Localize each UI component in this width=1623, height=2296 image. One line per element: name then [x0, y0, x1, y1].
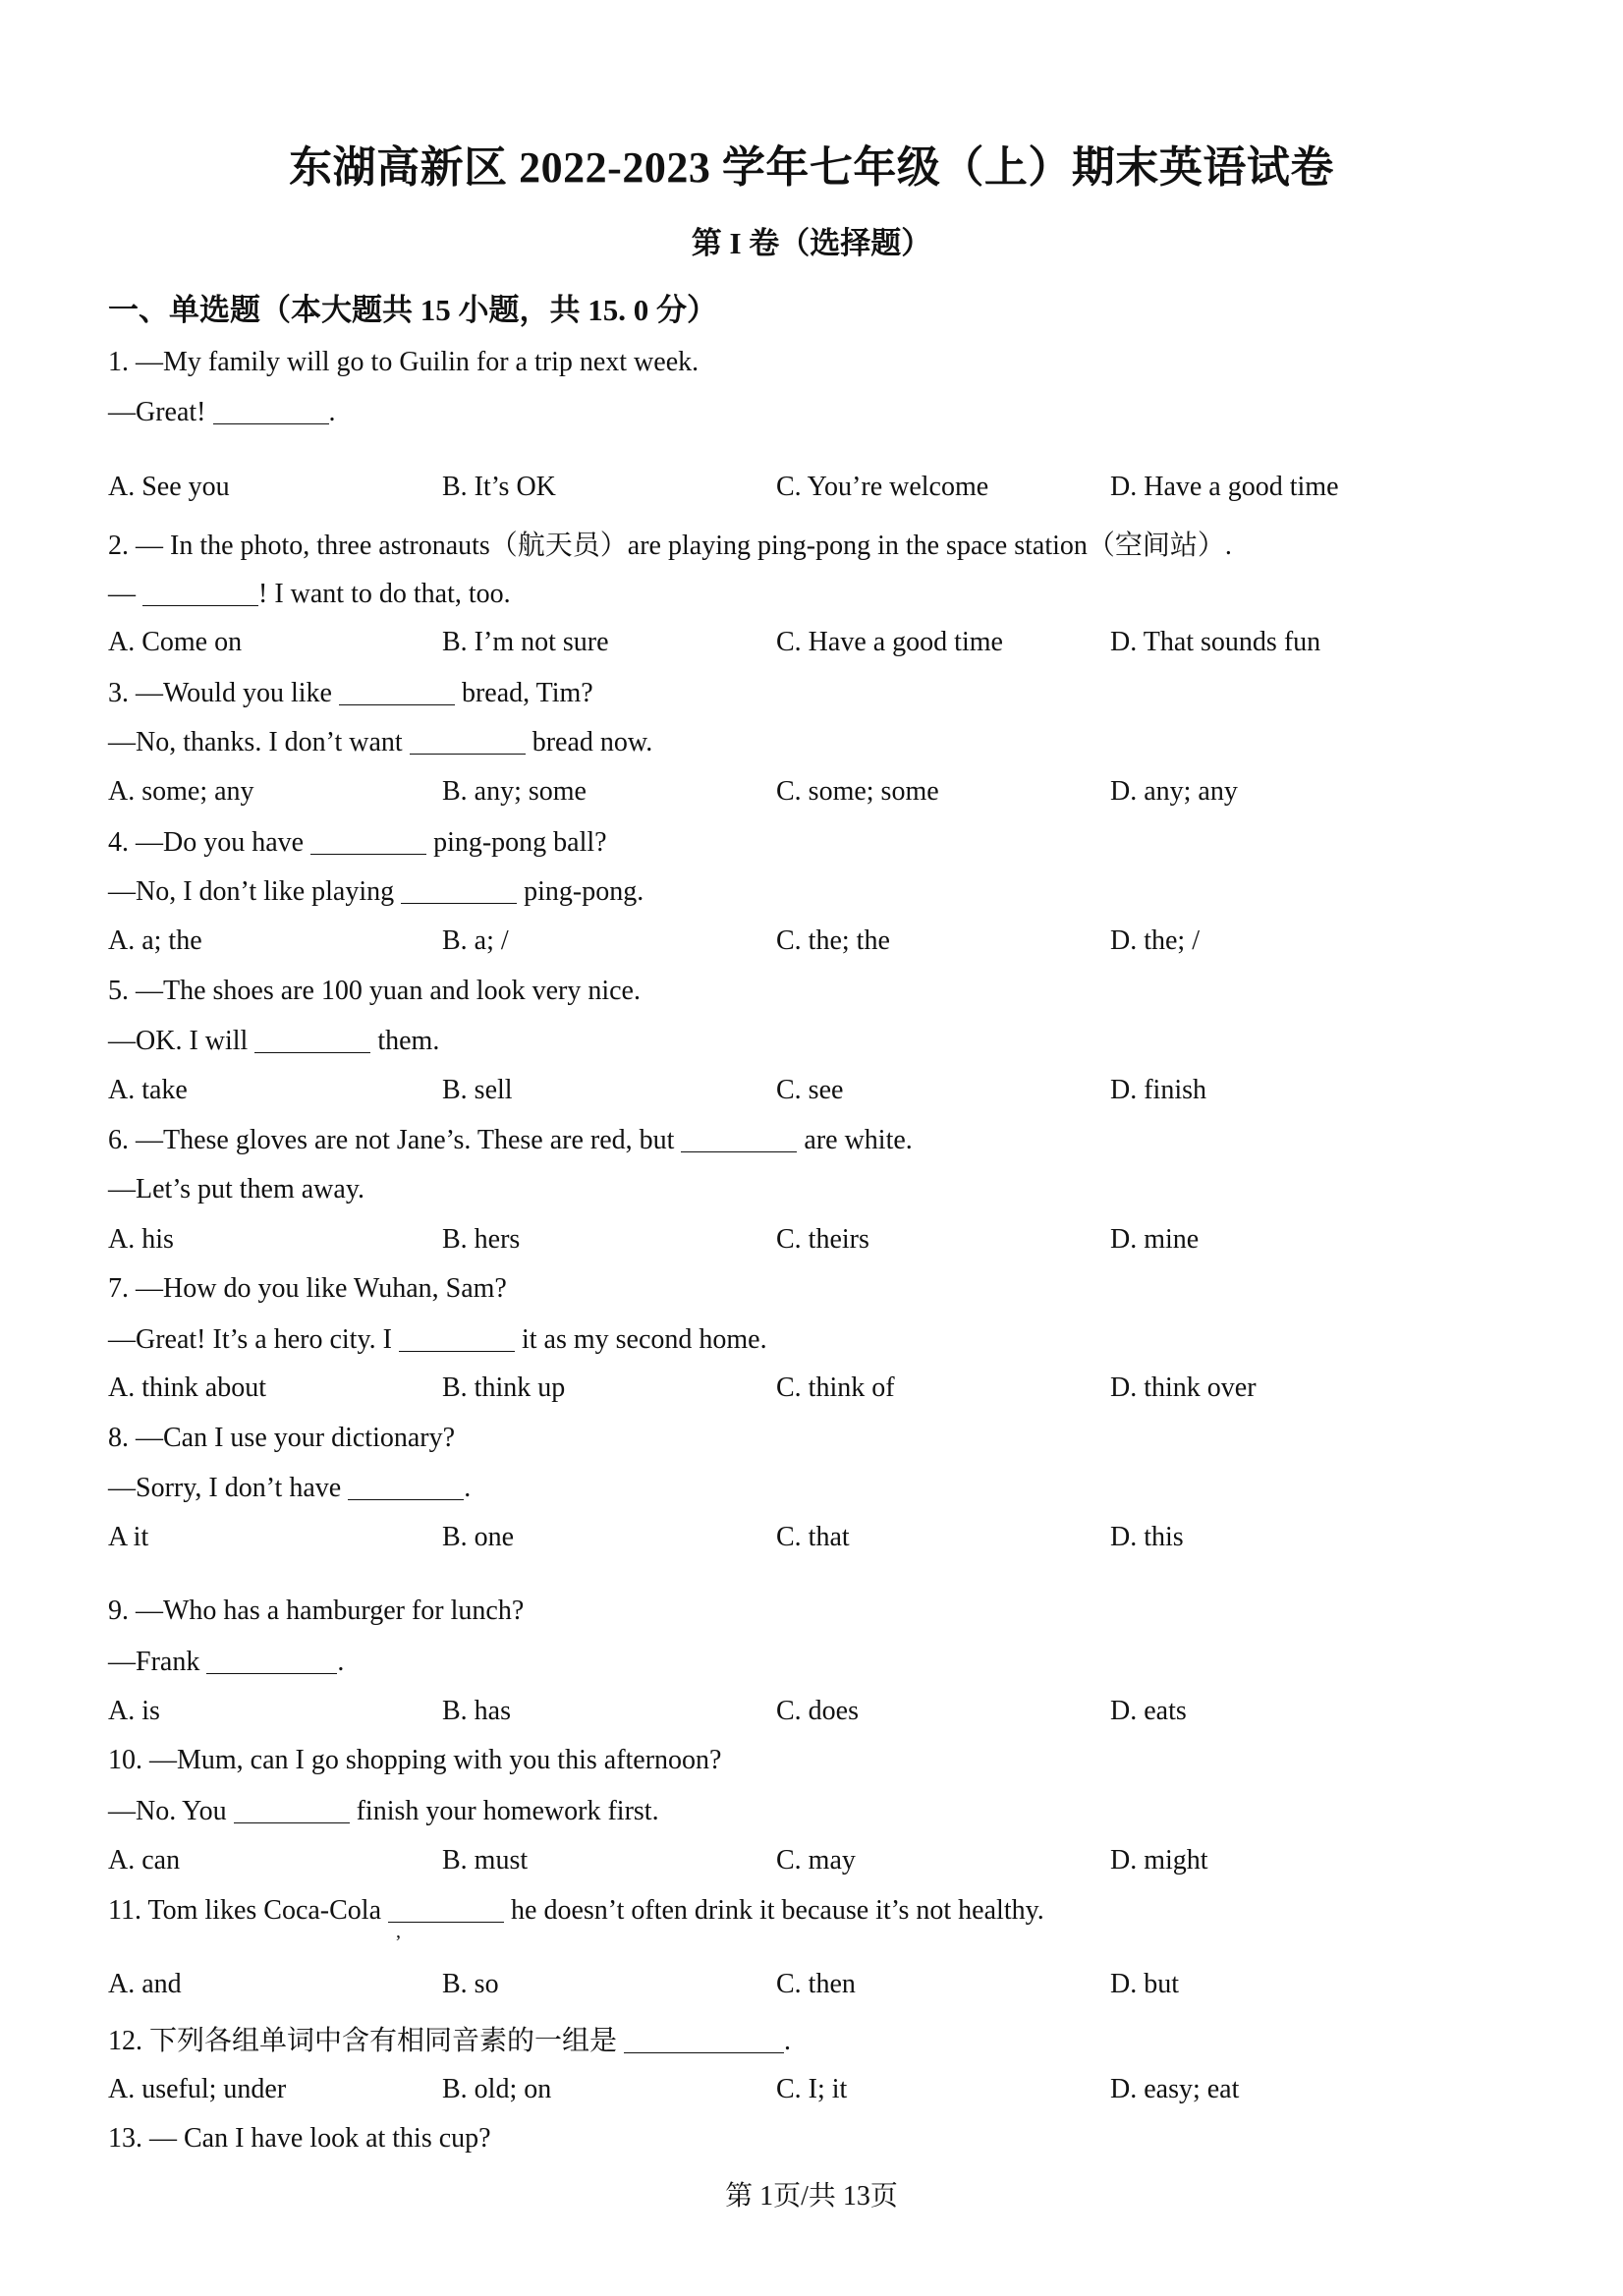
question-13-stem: 13. — Can I have look at this cup?: [108, 2123, 491, 2154]
answer-blank: [339, 677, 455, 705]
option-c: C. theirs: [776, 1224, 869, 1255]
option-d: D. mine: [1110, 1224, 1200, 1255]
answer-blank: [142, 578, 258, 606]
question-3-stem: 3. —Would you like bread, Tim?: [108, 678, 593, 708]
question-10-options: [108, 1845, 1483, 1884]
question-9-reply: —Frank .: [108, 1647, 345, 1677]
option-d: D. That sounds fun: [1110, 627, 1321, 657]
question-2-options: [108, 627, 1483, 666]
question-12-options: [108, 2074, 1483, 2113]
question-2-stem: 2. — In the photo, three astronauts（航天员）are playing ping-pong in the space station（空间站）.: [108, 531, 1232, 561]
question-7-options: [108, 1372, 1483, 1412]
question-8-reply: —Sorry, I don’t have .: [108, 1473, 472, 1503]
option-c: C. You’re welcome: [776, 472, 989, 502]
option-b: B. any; some: [442, 776, 587, 807]
option-b: B. so: [442, 1969, 499, 1999]
option-d: D. any; any: [1110, 776, 1238, 807]
question-1-options: [108, 472, 1483, 511]
section-heading: 一、单选题（本大题共 15 小题，共 15. 0 分）: [108, 293, 717, 327]
question-6-reply: —Let’s put them away.: [108, 1174, 365, 1204]
option-b: B. sell: [442, 1075, 513, 1105]
part-title: 第 I 卷（选择题）: [691, 226, 932, 260]
question-7-stem: 7. —How do you like Wuhan, Sam?: [108, 1273, 507, 1304]
option-b: B. a; /: [442, 925, 509, 956]
option-a: A. some; any: [108, 776, 254, 807]
option-a: A. See you: [108, 472, 230, 502]
option-a: A. take: [108, 1075, 188, 1105]
option-c: C. some; some: [776, 776, 939, 807]
option-c: C. I; it: [776, 2074, 848, 2104]
option-c: C. then: [776, 1969, 856, 1999]
page-footer: 第 1页/共 13页: [725, 2181, 898, 2212]
option-c: C. the; the: [776, 925, 890, 956]
question-4-options: [108, 925, 1483, 965]
option-c: C. think of: [776, 1372, 895, 1403]
option-a: A. a; the: [108, 925, 202, 956]
answer-blank: [410, 726, 526, 755]
option-a: A. Come on: [108, 627, 243, 657]
answer-blank: [401, 875, 517, 904]
question-6-options: [108, 1224, 1483, 1263]
option-a: A. useful; under: [108, 2074, 287, 2104]
option-d: D. Have a good time: [1110, 472, 1339, 502]
question-3-options: [108, 776, 1483, 815]
option-b: B. must: [442, 1845, 529, 1876]
option-d: D. easy; eat: [1110, 2074, 1240, 2104]
answer-blank: [624, 2025, 784, 2053]
answer-blank: [254, 1025, 370, 1053]
option-b: B. It’s OK: [442, 472, 556, 502]
option-d: D. eats: [1110, 1696, 1187, 1726]
question-8-options: [108, 1522, 1483, 1561]
answer-blank: [310, 826, 426, 855]
question-11-stem: 11. Tom likes Coca-Cola he doesn’t often drink it because it’s not healthy.: [108, 1895, 1044, 1926]
option-c: C. may: [776, 1845, 856, 1876]
option-a: A. is: [108, 1696, 160, 1726]
question-1-stem: 1. —My family will go to Guilin for a trip next week.: [108, 347, 700, 377]
option-a: A it: [108, 1522, 149, 1552]
option-c: C. Have a good time: [776, 627, 1003, 657]
option-c: C. see: [776, 1075, 844, 1105]
option-d: D. might: [1110, 1845, 1208, 1876]
answer-blank: [234, 1795, 350, 1823]
exam-title: 东湖高新区 2022-2023 学年七年级（上）期末英语试卷: [289, 143, 1334, 192]
question-6-stem: 6. —These gloves are not Jane’s. These are red, but are white.: [108, 1125, 913, 1155]
answer-blank: [399, 1323, 515, 1352]
option-b: B. has: [442, 1696, 511, 1726]
option-b: B. hers: [442, 1224, 521, 1255]
question-4-reply: —No, I don’t like playing ping-pong.: [108, 876, 644, 907]
question-5-reply: —OK. I will them.: [108, 1026, 440, 1056]
answer-blank: [213, 396, 329, 424]
question-8-stem: 8. —Can I use your dictionary?: [108, 1423, 456, 1453]
option-b: B. I’m not sure: [442, 627, 609, 657]
option-d: D. the; /: [1110, 925, 1200, 956]
question-5-options: [108, 1075, 1483, 1114]
option-b: B. one: [442, 1522, 515, 1552]
question-12-stem: 12. 下列各组单词中含有相同音素的一组是 .: [108, 2026, 792, 2056]
option-d: D. finish: [1110, 1075, 1206, 1105]
option-d: D. but: [1110, 1969, 1179, 1999]
option-a: A. think about: [108, 1372, 266, 1403]
option-c: C. does: [776, 1696, 859, 1726]
question-3-reply: —No, thanks. I don’t want bread now.: [108, 727, 653, 757]
stray-comma: ,: [396, 1921, 401, 1942]
option-a: A. and: [108, 1969, 182, 1999]
option-b: B. old; on: [442, 2074, 552, 2104]
answer-blank: [348, 1472, 464, 1500]
question-10-stem: 10. —Mum, can I go shopping with you this afternoon?: [108, 1745, 722, 1775]
answer-blank: [681, 1124, 797, 1152]
option-c: C. that: [776, 1522, 850, 1552]
option-a: A. can: [108, 1845, 181, 1876]
question-7-reply: —Great! It’s a hero city. I it as my second home.: [108, 1324, 767, 1355]
answer-blank: [388, 1894, 504, 1923]
question-9-stem: 9. —Who has a hamburger for lunch?: [108, 1596, 525, 1626]
answer-blank: [206, 1646, 337, 1674]
question-5-stem: 5. —The shoes are 100 yuan and look very nice.: [108, 976, 641, 1006]
option-d: D. this: [1110, 1522, 1184, 1552]
question-1-reply: —Great! .: [108, 397, 336, 427]
question-11-options: [108, 1969, 1483, 2008]
question-9-options: [108, 1696, 1483, 1735]
option-d: D. think over: [1110, 1372, 1257, 1403]
question-2-reply: — ! I want to do that, too.: [108, 579, 511, 609]
option-a: A. his: [108, 1224, 174, 1255]
option-b: B. think up: [442, 1372, 566, 1403]
question-4-stem: 4. —Do you have ping-pong ball?: [108, 827, 607, 858]
question-10-reply: —No. You finish your homework first.: [108, 1796, 659, 1826]
